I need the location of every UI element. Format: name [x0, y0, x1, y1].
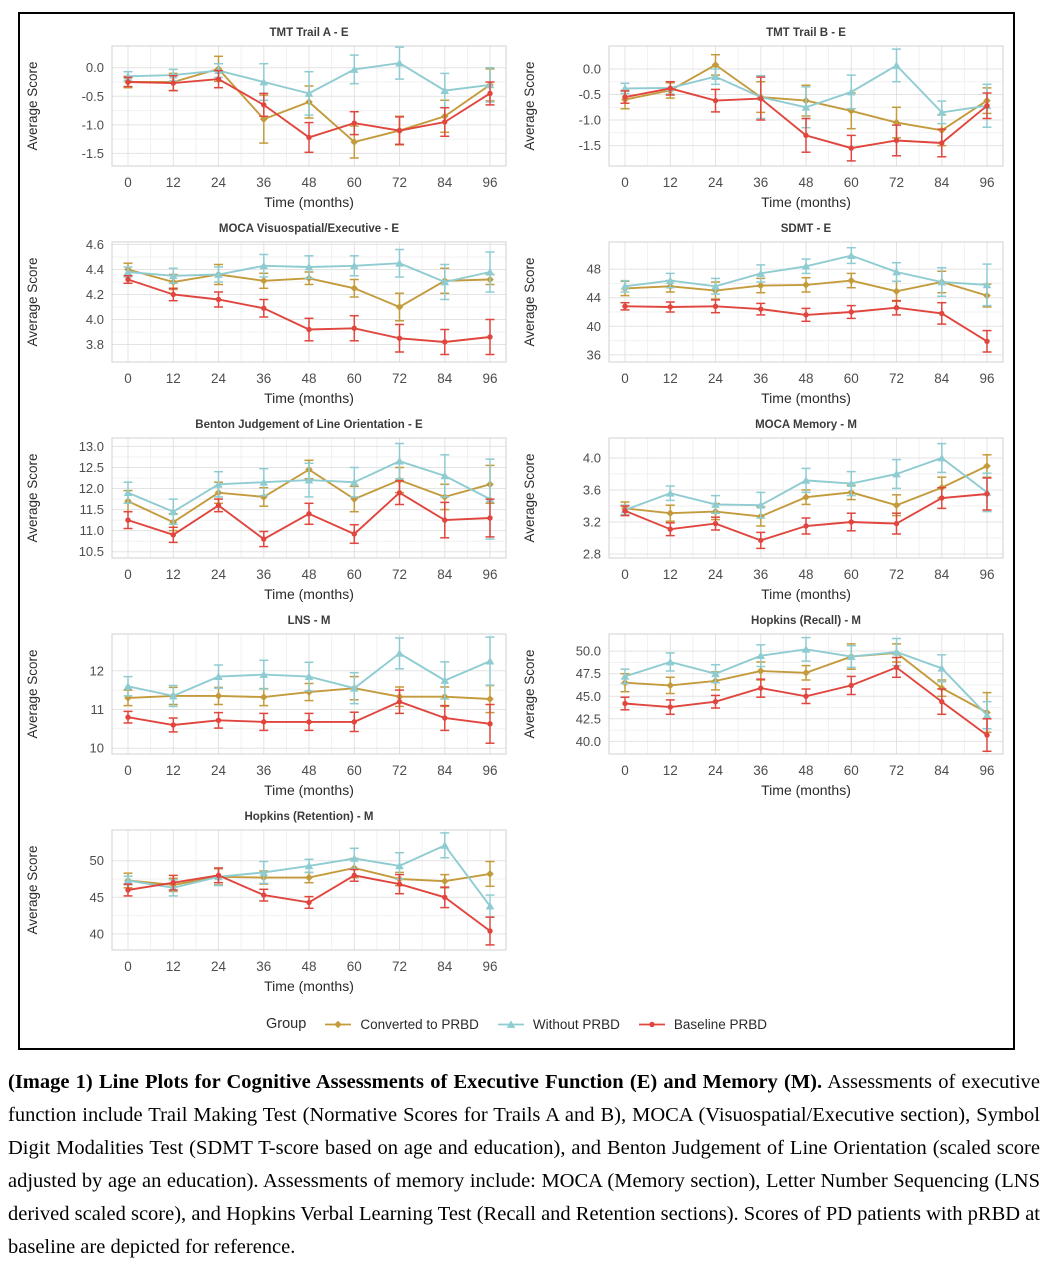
- svg-text:84: 84: [933, 763, 949, 778]
- svg-text:48: 48: [300, 175, 317, 190]
- svg-text:72: 72: [888, 567, 904, 582]
- svg-text:96: 96: [481, 567, 498, 582]
- legend-marker-baseline-prbd: [636, 1017, 668, 1032]
- svg-text:Time (months): Time (months): [760, 194, 851, 210]
- svg-text:Average Score: Average Score: [24, 845, 40, 935]
- svg-text:0: 0: [620, 371, 629, 386]
- svg-text:24: 24: [210, 763, 226, 778]
- legend: [20, 1000, 1013, 1048]
- svg-text:60: 60: [346, 763, 362, 778]
- svg-text:12: 12: [662, 175, 678, 190]
- svg-text:10: 10: [89, 740, 104, 756]
- svg-text:36: 36: [752, 763, 768, 778]
- svg-text:36: 36: [255, 175, 271, 190]
- svg-text:96: 96: [978, 371, 995, 386]
- legend-label: Converted to PRBD: [360, 1016, 479, 1032]
- svg-text:11.0: 11.0: [79, 523, 104, 539]
- svg-text:4.0: 4.0: [582, 450, 601, 466]
- svg-text:Time (months): Time (months): [263, 194, 354, 210]
- chart-benton-judgement-of-line-orientation-e: [20, 412, 517, 608]
- svg-text:24: 24: [707, 371, 723, 386]
- svg-text:12: 12: [165, 371, 181, 386]
- svg-text:84: 84: [436, 371, 452, 386]
- svg-text:72: 72: [888, 371, 904, 386]
- svg-text:84: 84: [436, 567, 452, 582]
- svg-text:36: 36: [752, 371, 768, 386]
- svg-text:Average Score: Average Score: [521, 649, 537, 739]
- svg-text:50: 50: [89, 853, 104, 869]
- chart-tmt-trail-b-e: [517, 20, 1014, 216]
- svg-text:-0.5: -0.5: [578, 87, 601, 102]
- svg-text:MOCA Memory - M: MOCA Memory - M: [754, 419, 857, 431]
- svg-text:48: 48: [586, 261, 601, 277]
- svg-text:TMT Trail B - E: TMT Trail B - E: [765, 27, 846, 39]
- svg-text:11: 11: [90, 702, 104, 717]
- svg-text:24: 24: [210, 371, 226, 386]
- svg-text:0: 0: [123, 175, 132, 190]
- svg-text:36: 36: [255, 371, 271, 386]
- legend-label: Baseline PRBD: [673, 1016, 767, 1032]
- svg-text:12: 12: [165, 175, 181, 190]
- svg-text:44: 44: [586, 290, 601, 306]
- legend-marker-converted-to-prbd: [322, 1017, 354, 1032]
- svg-text:48: 48: [300, 959, 317, 974]
- svg-text:Average Score: Average Score: [24, 649, 40, 739]
- svg-text:4.2: 4.2: [85, 287, 104, 302]
- svg-text:60: 60: [346, 567, 362, 582]
- svg-text:-1.5: -1.5: [578, 138, 601, 154]
- svg-text:Time (months): Time (months): [263, 782, 354, 798]
- svg-text:2.8: 2.8: [582, 546, 601, 562]
- svg-text:3.8: 3.8: [85, 337, 104, 352]
- chart-hopkins-retention-m: [20, 804, 517, 1000]
- charts-grid: [20, 20, 1013, 1000]
- svg-text:36: 36: [255, 959, 271, 974]
- svg-text:4.4: 4.4: [85, 262, 104, 277]
- svg-text:60: 60: [346, 959, 362, 974]
- svg-text:4.6: 4.6: [85, 237, 104, 252]
- svg-text:96: 96: [978, 567, 995, 582]
- svg-text:0: 0: [620, 175, 629, 190]
- svg-text:72: 72: [391, 763, 407, 778]
- chart-moca-visuospatial-executive-e: [20, 216, 517, 412]
- svg-text:45.0: 45.0: [575, 688, 601, 704]
- svg-text:84: 84: [436, 763, 452, 778]
- svg-text:96: 96: [481, 763, 498, 778]
- svg-text:72: 72: [888, 763, 904, 778]
- svg-text:50.0: 50.0: [575, 643, 601, 659]
- svg-text:84: 84: [436, 175, 452, 190]
- legend-title: Group: [266, 1016, 307, 1032]
- svg-text:24: 24: [707, 763, 723, 778]
- legend-items: [322, 1017, 767, 1032]
- svg-text:Average Score: Average Score: [521, 61, 537, 151]
- svg-text:96: 96: [978, 175, 995, 190]
- svg-text:0: 0: [123, 567, 132, 582]
- svg-text:LNS - M: LNS - M: [287, 615, 330, 627]
- svg-text:47.5: 47.5: [575, 666, 601, 682]
- svg-text:48: 48: [797, 567, 814, 582]
- svg-text:12.5: 12.5: [78, 460, 104, 475]
- figure-caption: [8, 1066, 1040, 1264]
- legend-item-converted-to-prbd: [322, 1017, 479, 1032]
- svg-text:11.5: 11.5: [79, 502, 104, 518]
- svg-text:24: 24: [707, 175, 723, 190]
- chart-sdmt-e: [517, 216, 1014, 412]
- svg-text:Time (months): Time (months): [760, 782, 851, 798]
- legend-item-without-prbd: [495, 1017, 620, 1032]
- svg-text:Average Score: Average Score: [521, 453, 537, 543]
- svg-text:0.0: 0.0: [582, 61, 601, 77]
- svg-text:48: 48: [300, 763, 317, 778]
- svg-text:SDMT - E: SDMT - E: [780, 223, 831, 235]
- svg-text:-1.5: -1.5: [81, 145, 104, 161]
- legend-marker-without-prbd: [495, 1017, 527, 1032]
- svg-text:48: 48: [300, 371, 317, 386]
- svg-text:3.6: 3.6: [582, 482, 601, 498]
- svg-text:0: 0: [620, 567, 629, 582]
- svg-text:0: 0: [123, 959, 132, 974]
- svg-text:-1.0: -1.0: [81, 117, 104, 133]
- caption-body: Assessments of executive function include Trail Making Test (Normative Scores for Trails A and B), MOCA (Visuospatial/Executive section), Symbol Digit Modalities Test (SDMT T-score based on age and education), and Benton Judgement of Line Orientation (scaled score adjusted by age an education). Assessments of memory include: MOCA (Memory section), Letter Number Sequencing (LNS derived scaled score), and Hopkins Verbal Learning Test (Recall and Retention sections). Scores of PD patients with pRBD at baseline are depicted for reference.: [8, 1071, 1041, 1258]
- svg-text:-1.0: -1.0: [578, 112, 601, 128]
- svg-text:48: 48: [797, 763, 814, 778]
- svg-text:40.0: 40.0: [575, 733, 601, 749]
- svg-text:36: 36: [586, 347, 601, 363]
- svg-text:60: 60: [843, 567, 859, 582]
- svg-text:TMT Trail A - E: TMT Trail A - E: [268, 27, 349, 39]
- svg-text:60: 60: [346, 371, 362, 386]
- svg-text:60: 60: [843, 371, 859, 386]
- svg-text:84: 84: [933, 371, 949, 386]
- svg-text:48: 48: [797, 371, 814, 386]
- svg-text:Hopkins (Recall) - M: Hopkins (Recall) - M: [750, 615, 861, 627]
- svg-text:42.5: 42.5: [575, 711, 601, 727]
- svg-text:36: 36: [255, 763, 271, 778]
- svg-text:12: 12: [89, 663, 104, 679]
- svg-text:36: 36: [752, 567, 768, 582]
- svg-text:24: 24: [210, 567, 226, 582]
- svg-text:12: 12: [662, 567, 678, 582]
- svg-text:Average Score: Average Score: [24, 257, 40, 347]
- svg-text:84: 84: [933, 567, 949, 582]
- svg-text:12: 12: [165, 567, 181, 582]
- legend-item-baseline-prbd: [636, 1017, 767, 1032]
- caption-title: (Image 1) Line Plots for Cognitive Assessments of Executive Function (E) and Memory (M).: [8, 1071, 823, 1093]
- svg-text:12: 12: [662, 371, 678, 386]
- chart-lns-m: [20, 608, 517, 804]
- svg-text:84: 84: [933, 175, 949, 190]
- svg-text:40: 40: [586, 318, 601, 334]
- svg-text:96: 96: [481, 175, 498, 190]
- svg-text:12.0: 12.0: [78, 481, 104, 496]
- svg-text:Time (months): Time (months): [263, 978, 354, 994]
- svg-text:10.5: 10.5: [78, 544, 104, 560]
- svg-text:96: 96: [481, 371, 498, 386]
- svg-text:48: 48: [300, 567, 317, 582]
- svg-text:Average Score: Average Score: [24, 453, 40, 543]
- svg-text:60: 60: [346, 175, 362, 190]
- svg-text:0: 0: [123, 763, 132, 778]
- svg-text:72: 72: [888, 175, 904, 190]
- svg-text:12: 12: [165, 959, 181, 974]
- svg-text:84: 84: [436, 959, 452, 974]
- svg-text:Time (months): Time (months): [263, 390, 354, 406]
- svg-text:12: 12: [165, 763, 181, 778]
- svg-text:MOCA Visuospatial/Executive -: MOCA Visuospatial/Executive - E: [218, 223, 399, 235]
- svg-text:13.0: 13.0: [78, 438, 104, 454]
- svg-text:12: 12: [662, 763, 678, 778]
- svg-text:0: 0: [620, 763, 629, 778]
- svg-text:36: 36: [752, 175, 768, 190]
- svg-text:60: 60: [843, 763, 859, 778]
- svg-text:24: 24: [707, 567, 723, 582]
- svg-text:0: 0: [123, 371, 132, 386]
- svg-text:45: 45: [89, 889, 104, 905]
- svg-text:72: 72: [391, 959, 407, 974]
- chart-moca-memory-m: [517, 412, 1014, 608]
- svg-text:36: 36: [255, 567, 271, 582]
- svg-text:Average Score: Average Score: [24, 61, 40, 151]
- svg-text:24: 24: [210, 175, 226, 190]
- svg-text:4.0: 4.0: [85, 312, 104, 327]
- svg-text:72: 72: [391, 371, 407, 386]
- svg-text:Time (months): Time (months): [760, 390, 851, 406]
- svg-text:3.2: 3.2: [582, 514, 601, 530]
- svg-text:Benton Judgement of Line Orien: Benton Judgement of Line Orientation - E: [194, 419, 423, 431]
- svg-text:48: 48: [797, 175, 814, 190]
- chart-hopkins-recall-m: [517, 608, 1014, 804]
- svg-text:24: 24: [210, 959, 226, 974]
- figure-panel: [18, 12, 1015, 1050]
- svg-text:0.0: 0.0: [85, 60, 104, 76]
- svg-text:-0.5: -0.5: [81, 88, 104, 104]
- svg-text:Hopkins (Retention) - M: Hopkins (Retention) - M: [243, 811, 374, 823]
- svg-text:Average Score: Average Score: [521, 257, 537, 347]
- svg-text:96: 96: [978, 763, 995, 778]
- legend-label: Without PRBD: [532, 1016, 620, 1032]
- chart-tmt-trail-a-e: [20, 20, 517, 216]
- svg-text:96: 96: [481, 959, 498, 974]
- svg-text:Time (months): Time (months): [263, 586, 354, 602]
- svg-text:40: 40: [89, 926, 104, 942]
- svg-text:72: 72: [391, 567, 407, 582]
- svg-text:Time (months): Time (months): [760, 586, 851, 602]
- svg-text:72: 72: [391, 175, 407, 190]
- svg-text:60: 60: [843, 175, 859, 190]
